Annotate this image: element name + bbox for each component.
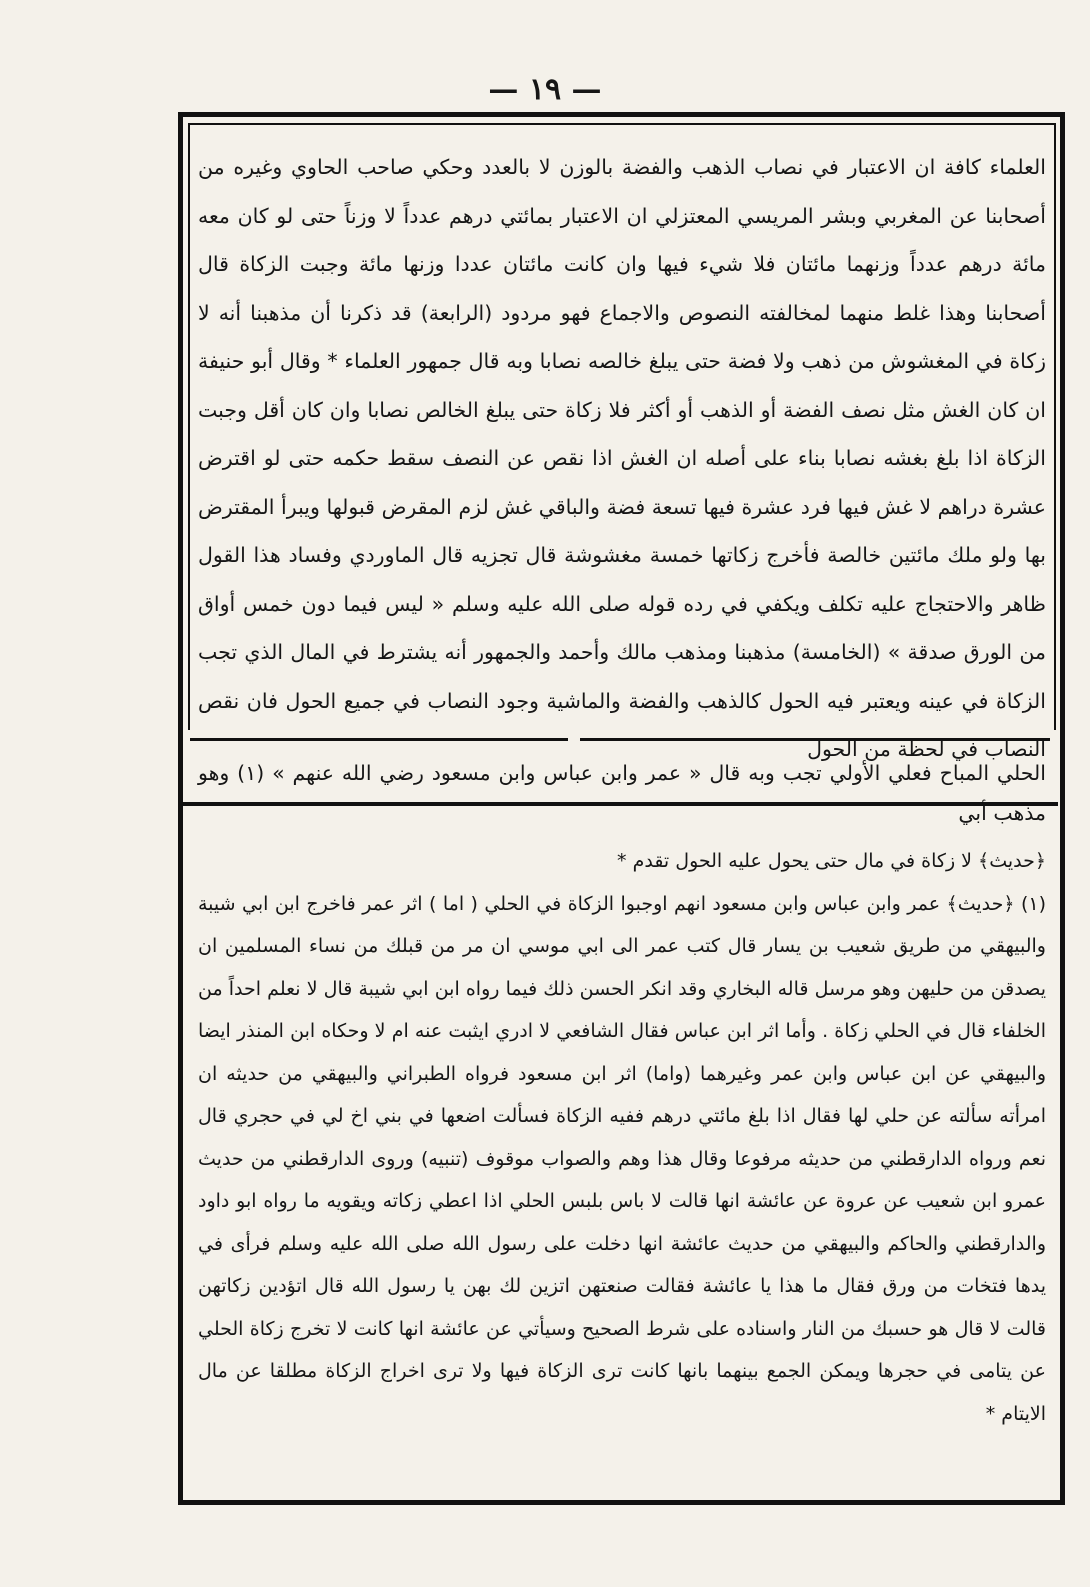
footnote-heading: ﴿حديث﴾ لا زكاة في مال حتى يحول عليه الحول تقدم * (617, 850, 1046, 872)
divider-left (190, 738, 568, 741)
main-text-paragraph: العلماء كافة ان الاعتبار في نصاب الذهب والفضة بالوزن لا بالعدد وحكي صاحب الحاوي وغيره من أصحابنا عن المغربي وبشر المريسي المعتزلي ان الاعتبار بمائتي درهم عدداً لا وزناً حتى لو كان معه مائة درهم عدداً وزنهما مائتان فلا شيء فيها وان كانت مائتان عددا وزنها مائة وجبت الزكاة قال أصحابنا وهذا غلط منهما لمخالفته النصوص والاجماع فهو مردود (الرابعة) قد ذكرنا أن مذهبنا أنه لا زكاة في المغشوش من ذهب ولا فضة حتى يبلغ خالصه نصابا وبه قال جمهور العلماء * وقال أبو حنيفة ان كان الغش مثل نصف الفضة أو الذهب أو أكثر فلا زكاة حتى يبلغ الخالص نصابا وان كان أقل وجبت الزكاة اذا بلغ بغشه نصابا بناء على أصله ان الغش اذا نقص عن النصف سقط حكمه حتى لو اقترض عشرة دراهم لا غش فيها فرد عشرة فيها تسعة فضة والباقي غش لزم المقرض قبولها ويبرأ المقترض بها ولو ملك مائتين خالصة فأخرج زكاتها خمسة مغشوشة قال تجزيه قال الماوردي وفساد هذا القول ظاهر والاحتجاج عليه تكلف ويكفي في رده قوله صلى الله عليه وسلم « ليس فيما دون خمس أواق من الورق صدقة » (الخامسة) مذهبنا ومذهب مالك وأحمد والجمهور أنه يشترط في المال الذي تجب الزكاة في عينه ويعتبر فيه الحول كالذهب والفضة والماشية وجود النصاب في جميع الحول فان نقص النصاب في لحظة من الحول (198, 155, 1046, 761)
footnotes (198, 840, 1046, 1435)
divider-right (580, 738, 1050, 741)
footnote-body: (١) ﴿حديث﴾ عمر وابن عباس وابن مسعود انهم اوجبوا الزكاة في الحلي ( اما ) اثر عمر فاخرج ابن ابي شيبة والبيهقي من طريق شعيب بن يسار قال كتب عمر الى ابي موسي ان مر من قبلك من نساء المسلمين ان يصدقن من حليهن وهو مرسل قاله البخاري وقد انكر الحسن ذلك فيما رواه ابن ابي شيبة قال لا نعلم احداً من الخلفاء قال في الحلي زكاة . وأما اثر ابن عباس فقال الشافعي لا ادري ايثبت عنه ام لا وحكاه ابن المنذر ايضا والبيهقي عن ابن عباس وابن عمر وغيرهما (واما) اثر ابن مسعود فرواه الطبراني والبيهقي من حديثه ان امرأته سألته عن حلي لها فقال اذا بلغ مائتي درهم ففيه الزكاة فسألت اضعها في بني اخ لي في حجري قال نعم ورواه الدارقطني من حديثه مرفوعا وقال هذا وهم والصواب موقوف (تنبيه) وروى الدارقطني من حديث عمرو ابن شعيب عن عروة عن عائشة انها قالت لا باس بلبس الحلي اذا اعطي زكاته ويقويه ما رواه ابو داود والدارقطني والحاكم والبيهقي من حديث عائشة انها دخلت على رسول الله صلى الله عليه وسلم فرأى في يدها فتخات من ورق فقال ما هذا يا عائشة فقالت صنعتهن اتزين لك بهن يا رسول الله قال اتؤدين زكاتهن قالت لا قال هو حسبك من النار واسناده على شرط الصحيح وسيأتي عن عائشة انها كانت لا تخرج زكاة الحلي عن يتامى في حجرها ويمكن الجمع بينهما بانها كانت ترى الزكاة فيها ولا ترى اخراج الزكاة مطلقا عن مال الايتام * (198, 892, 1046, 1425)
continuation-line: الحلي المباح فعلي الأولي تجب وبه قال « عمر وابن عباس وابن مسعود رضي الله عنهم » (١) وهو مذهب أبي (198, 761, 1046, 825)
footnote-separator (183, 802, 1058, 806)
main-text (198, 143, 1046, 774)
page-number: — ١٩ — (488, 72, 602, 107)
